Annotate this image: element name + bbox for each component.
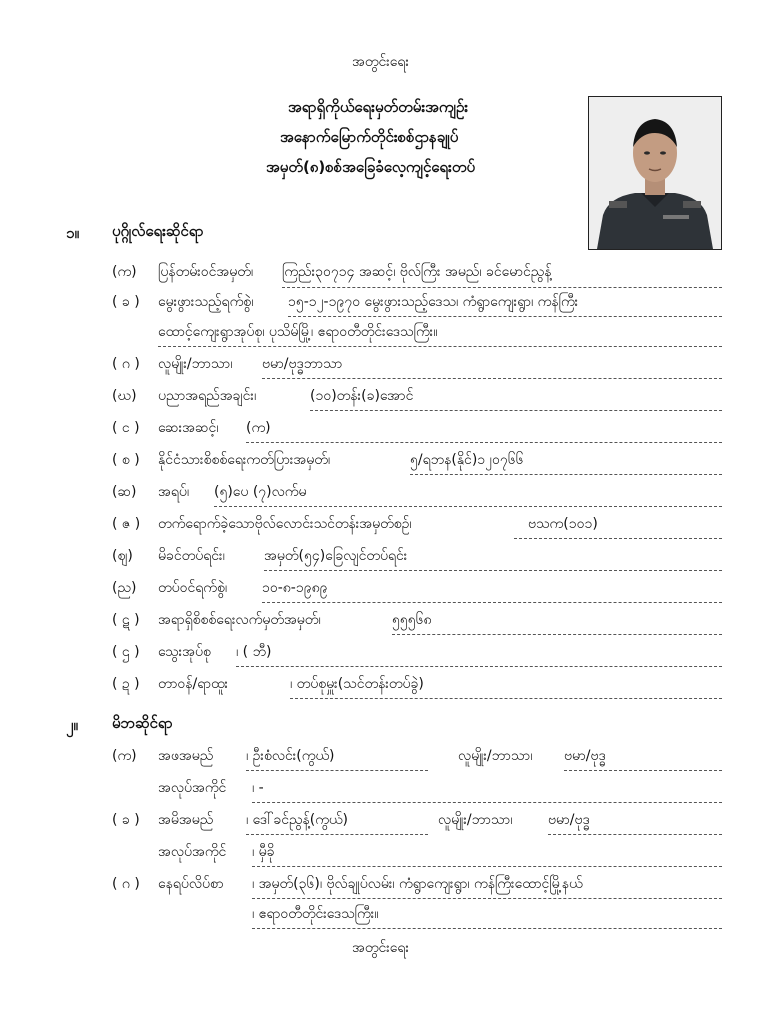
item-ka-label: ပြန်တမ်းဝင်အမှတ်၊ [158, 264, 254, 280]
mother-name-fill-line [246, 834, 428, 835]
father-key: (က) [112, 748, 137, 764]
address-value: ၊ အမှတ်(၃၆)၊ ဗိုလ်ချုပ်လမ်း၊ ကံရွာကျေးရွာ၊ ကန်ကြီးထောင့်မြို့နယ် [252, 876, 583, 892]
mother-occupation-value: ၊ မှီခို [252, 844, 275, 860]
item-ga-label: လူမျိုး/ဘာသာ၊ [158, 356, 233, 372]
item-ttha-value: ၊ ( ဘီ) [236, 644, 272, 660]
item-ttha-label: သွေးအုပ်စု [158, 644, 211, 660]
item-nya-key: (ည) [112, 580, 137, 596]
mother-name: ၊ ဒေါ်ခင်ညွန့်(ကွယ်) [246, 812, 348, 828]
item-hsa-key: (ဆ) [112, 484, 137, 500]
classification-bottom: အတွင်းရေး [352, 940, 409, 956]
mother-label: အမိအမည် [158, 812, 214, 828]
item-nga-label: ဆေးအဆင့်၊ [158, 420, 219, 436]
item-dda-label: တာဝန်/ရာထူး [158, 676, 229, 692]
item-nga-fill-line [246, 442, 722, 443]
item-kha-label: မွေးဖွားသည့်ရက်စွဲ၊ [158, 294, 254, 310]
title-line-3: အမှတ်(၈)စစ်အခြေခံလေ့ကျင့်ရေးတပ် [266, 158, 476, 176]
father-name: ၊ ဦးစံလင်း(ကွယ်) [246, 748, 335, 764]
section-1-number: ၁။ [66, 224, 79, 242]
address-value-line2: ၊ ဧရာဝတီတိုင်းဒေသကြီး။ [252, 906, 379, 922]
item-tta-fill-line [392, 634, 722, 635]
item-zha-fill-line [264, 570, 722, 571]
portrait-photo [588, 96, 722, 250]
item-za-label: တက်ရောက်ခဲ့သောဗိုလ်လောင်းသင်တန်းအမှတ်စဉ်၊ [158, 516, 412, 532]
officer-portrait-image [589, 97, 721, 249]
item-ga-value: ဗမာ/ဗုဒ္ဓဘာသာ [262, 356, 343, 372]
mother-occupation-label: အလုပ်အကိုင် [158, 844, 227, 860]
title-line-1: အရာရှိကိုယ်ရေးမှတ်တမ်းအကျဉ်း [288, 98, 469, 116]
mother-race-fill-line [548, 834, 722, 835]
item-dda-key: ( ဍ ) [112, 676, 140, 692]
item-kha-fill-line [288, 316, 722, 317]
mother-race-value: ဗမာ/ဗုဒ္ဓ [548, 812, 590, 828]
item-nya-label: တပ်ဝင်ရက်စွဲ၊ [158, 580, 228, 596]
section-2-heading: မိဘဆိုင်ရာ [112, 714, 173, 732]
address-fill-line-2 [252, 928, 722, 929]
item-kha-fill-line-2 [158, 346, 722, 347]
address-fill-line [252, 898, 722, 899]
item-nya-value: ၁၀-၈-၁၉၈၉ [262, 580, 328, 596]
item-ka-value: ကြည်း၃၀၇၁၄ အဆင့်၊ ဗိုလ်ကြီး အမည်၊ ခင်မောင်ညွန့် [282, 264, 552, 280]
mother-occupation-fill-line [252, 866, 722, 867]
title-line-2: အနောက်မြောက်တိုင်းစစ်ဌာနချုပ် [280, 128, 459, 146]
item-sa-value: ၅/ရဘန(နိုင်)၁၂၀၇၆၆ [410, 452, 524, 468]
father-race-label: လူမျိုး/ဘာသာ၊ [458, 748, 533, 764]
item-ka-fill-line [282, 287, 722, 288]
item-sa-fill-line [410, 474, 722, 475]
item-kha-value-line2: ထောင့်ကျေးရွာအုပ်စု၊ ပုသိမ်မြို့၊ ဧရာဝတီတိုင်းဒေသကြီး။ [158, 324, 438, 340]
item-gha-fill-line [310, 410, 722, 411]
item-hsa-value: (၅)ပေ (၇)လက်မ [214, 484, 307, 500]
item-ga-key: ( ဂ ) [112, 356, 140, 372]
section-1-heading: ပုဂ္ဂိုလ်ရေးဆိုင်ရာ [112, 222, 204, 240]
item-nga-key: ( င ) [112, 420, 140, 436]
item-ttha-key: ( ဌ ) [112, 644, 140, 660]
father-race-value: ဗမာ/ဗုဒ္ဓ [564, 748, 606, 764]
item-tta-label: အရာရှိစိစစ်ရေးလက်မှတ်အမှတ်၊ [158, 612, 321, 628]
item-za-value: ဗသက(၁၀၁) [528, 516, 598, 532]
father-race-fill-line [564, 770, 722, 771]
item-kha-key: ( ခ ) [112, 294, 140, 310]
item-gha-label: ပညာအရည်အချင်း၊ [158, 388, 257, 404]
item-ttha-fill-line [236, 666, 722, 667]
mother-key: ( ခ ) [112, 812, 140, 828]
item-sa-label: နိုင်ငံသားစိစစ်ရေးကတ်ပြားအမှတ်၊ [158, 452, 331, 468]
item-zha-value: အမှတ်(၅၄)ခြေလျင်တပ်ရင်း [264, 548, 408, 564]
item-ka-key: (က) [112, 264, 137, 280]
item-ga-fill-line [262, 378, 722, 379]
address-label: နေရပ်လိပ်စာ [158, 876, 224, 892]
item-hsa-label: အရပ်၊ [158, 484, 190, 500]
address-key: ( ဂ ) [112, 876, 140, 892]
father-name-fill-line [246, 770, 428, 771]
classification-top: အတွင်းရေး [352, 54, 409, 70]
item-zha-key: (ဈ) [112, 548, 133, 564]
item-za-key: ( ဇ ) [112, 516, 141, 532]
father-occupation-value: ၊ - [252, 780, 264, 796]
item-tta-value: ၅၅၅၆၈ [392, 612, 432, 628]
father-occupation-fill-line [252, 802, 722, 803]
item-dda-fill-line [290, 698, 722, 699]
item-za-fill-line [514, 538, 722, 539]
item-gha-key: (ဃ) [112, 388, 137, 404]
item-zha-label: မိခင်တပ်ရင်း၊ [158, 548, 225, 564]
item-nya-fill-line [262, 602, 722, 603]
item-dda-value: ၊ တပ်စုမှူး(သင်တန်းတပ်ခွဲ) [290, 676, 424, 692]
item-nga-value: (က) [246, 420, 271, 436]
item-gha-value: (၁၀)တန်း(ခ)အောင် [310, 388, 414, 404]
father-occupation-label: အလုပ်အကိုင် [158, 780, 227, 796]
item-kha-value: ၁၅-၁၂-၁၉၇၀ မွေးဖွားသည့်ဒေသ၊ ကံရွာကျေးရွာ၊ ကန်ကြီး [288, 294, 579, 310]
item-tta-key: ( ဋ ) [112, 612, 140, 628]
father-label: အဖအမည် [158, 748, 214, 764]
mother-race-label: လူမျိုး/ဘာသာ၊ [438, 812, 513, 828]
item-sa-key: ( စ ) [112, 452, 140, 468]
item-hsa-fill-line [214, 506, 722, 507]
section-2-number: ၂။ [66, 716, 78, 734]
